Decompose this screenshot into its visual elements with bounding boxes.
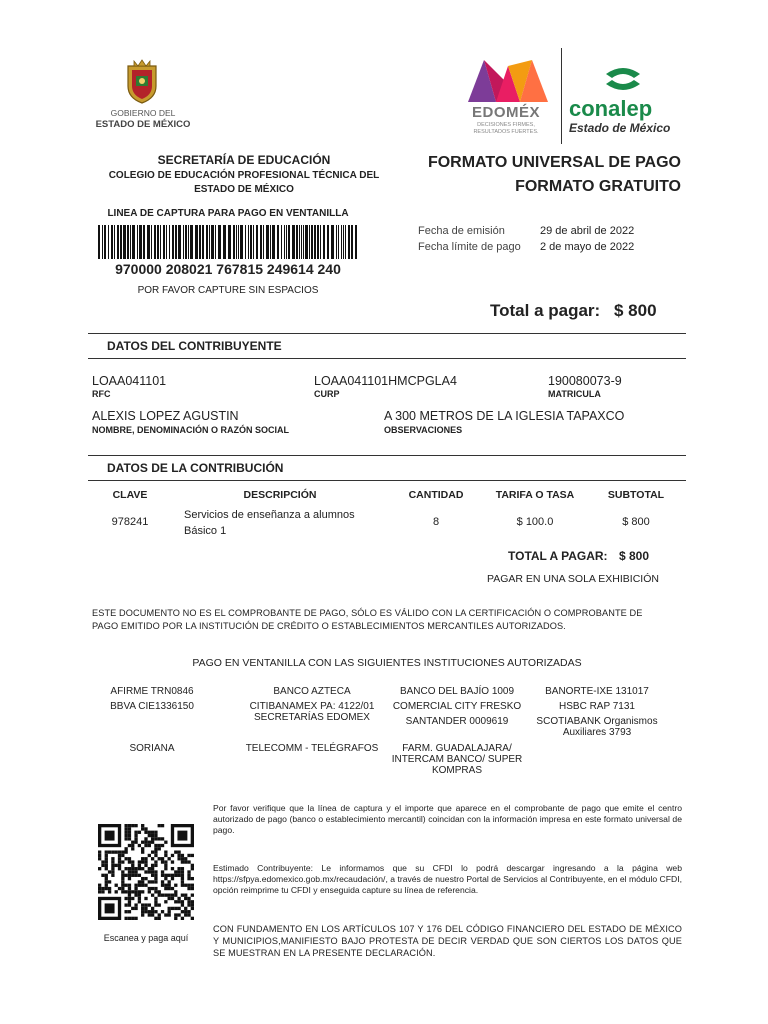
matricula-label: MATRICULA bbox=[548, 389, 601, 399]
contribucion-section-title: DATOS DE LA CONTRIBUCIÓN bbox=[107, 461, 284, 475]
divider-contribucion-bottom bbox=[88, 480, 686, 481]
total-value: $ 800 bbox=[614, 301, 657, 320]
gov-logo-line2: ESTADO DE MÉXICO bbox=[95, 119, 191, 130]
verify-text: Por favor verifique que la línea de captura y el importe que aparece en el comprobante de pago que emite el centro autorizado de pago (banco o establecimiento mercantil) coincidan con la información impresa en este formato universal de pago. bbox=[213, 803, 682, 835]
colegio-line1: COLEGIO DE EDUCACIÓN PROFESIONAL TÉCNICA DEL bbox=[108, 170, 380, 181]
curp-value: LOAA041101HMCPGLA4 bbox=[314, 374, 457, 388]
institution-afirme: AFIRME TRN0846 bbox=[110, 686, 194, 697]
coat-of-arms-icon bbox=[122, 58, 162, 104]
edomex-logo-tagline2: RESULTADOS FUERTES. bbox=[473, 129, 539, 135]
institution-bbva: BBVA CIE1336150 bbox=[110, 701, 194, 712]
institution-scotiabank-aux: Auxiliares 3793 bbox=[562, 727, 632, 738]
colegio-line2: ESTADO DE MÉXICO bbox=[194, 184, 294, 195]
institution-city-fresko: COMERCIAL CITY FRESKO bbox=[392, 701, 522, 712]
gov-logo bbox=[88, 58, 198, 138]
institution-citibanamex: CITIBANAMEX PA: 4122/01 bbox=[249, 701, 375, 712]
exhibicion-note: PAGAR EN UNA SOLA EXHIBICIÓN bbox=[487, 573, 659, 585]
institution-banorte: BANORTE-IXE 131017 bbox=[545, 686, 649, 697]
institution-banco-azteca: BANCO AZTECA bbox=[273, 686, 351, 697]
secretaria-title: SECRETARÍA DE EDUCACIÓN bbox=[157, 153, 331, 167]
curp-label: CURP bbox=[314, 389, 340, 399]
row-cantidad: 8 bbox=[432, 516, 440, 528]
format-title-line1: FORMATO UNIVERSAL DE PAGO bbox=[427, 154, 681, 171]
table-header-clave: CLAVE bbox=[112, 489, 148, 501]
conalep-logo-sub: Estado de México bbox=[569, 121, 671, 135]
gov-logo-line1: GOBIERNO DEL bbox=[110, 108, 176, 118]
conalep-icon bbox=[600, 64, 646, 96]
legal-text: CON FUNDAMENTO EN LOS ARTÍCULOS 107 Y 176 DEL CÓDIGO FINANCIERO DEL ESTADO DE MÉXICO Y MUNICIPIOS,MANIFIESTO BAJO PROTESTA DE DECIR VERDAD QUE SON CIERTOS LOS DATOS QUE SE MUESTRAN EN LA PRESENTE DECLARACIÓN. bbox=[213, 924, 682, 958]
linea-captura-title: LINEA DE CAPTURA PARA PAGO EN VENTANILLA bbox=[107, 208, 349, 219]
row-clave: 978241 bbox=[111, 516, 149, 528]
institution-secretarias: SECRETARÍAS EDOMEX bbox=[254, 712, 370, 723]
logo-divider bbox=[561, 48, 562, 144]
institution-kompras: KOMPRAS bbox=[431, 765, 482, 776]
table-header-descripcion: DESCRIPCIÓN bbox=[243, 489, 317, 501]
edomex-logo-tagline1: DECISIONES FIRMES, bbox=[477, 122, 535, 128]
observaciones-value: A 300 METROS DE LA IGLESIA TAPAXCO bbox=[384, 409, 625, 423]
divider-contribuyente-bottom bbox=[88, 358, 686, 359]
nombre-value: ALEXIS LOPEZ AGUSTIN bbox=[92, 409, 239, 423]
qr-pattern bbox=[98, 824, 194, 920]
row-descripcion-line1: Servicios de enseñanza a alumnos bbox=[184, 509, 355, 521]
format-title-line2: FORMATO GRATUITO bbox=[515, 178, 681, 195]
nombre-label: NOMBRE, DENOMINACIÓN O RAZÓN SOCIAL bbox=[92, 425, 289, 435]
institutions-title: PAGO EN VENTANILLA CON LAS SIGUIENTES INSTITUCIONES AUTORIZADAS bbox=[192, 657, 582, 669]
table-row bbox=[88, 506, 686, 542]
conalep-logo bbox=[566, 62, 686, 142]
barcode bbox=[98, 225, 360, 259]
divider-contribucion-top bbox=[88, 455, 686, 456]
contribucion-total-value: $ 800 bbox=[619, 549, 650, 563]
row-descripcion-line2: Básico 1 bbox=[184, 525, 227, 537]
table-header-cantidad: CANTIDAD bbox=[408, 489, 464, 501]
table-header-subtotal: SUBTOTAL bbox=[607, 489, 665, 501]
observaciones-label: OBSERVACIONES bbox=[384, 425, 463, 435]
table-header-tarifa: TARIFA O TASA bbox=[495, 489, 575, 501]
institution-intercam: INTERCAM BANCO/ SUPER bbox=[391, 754, 523, 765]
edomex-logo-text: EDOMÉX bbox=[471, 104, 540, 121]
limite-value: 2 de mayo de 2022 bbox=[540, 241, 635, 253]
limite-label: Fecha límite de pago bbox=[418, 241, 521, 253]
rfc-value: LOAA041101 bbox=[92, 374, 167, 388]
contribuyente-section-title: DATOS DEL CONTRIBUYENTE bbox=[107, 339, 282, 353]
matricula-value: 190080073-9 bbox=[548, 374, 622, 388]
institution-bajio: BANCO DEL BAJÍO 1009 bbox=[399, 686, 515, 697]
linea-captura-number: 970000 208021 767815 249614 240 bbox=[115, 261, 341, 277]
edomex-m-icon bbox=[466, 56, 550, 104]
row-subtotal: $ 800 bbox=[622, 516, 650, 528]
contribucion-total-label: TOTAL A PAGAR: bbox=[508, 549, 608, 563]
institution-santander: SANTANDER 0009619 bbox=[405, 716, 509, 727]
rfc-label: RFC bbox=[92, 389, 111, 399]
disclaimer-line2: PAGO EMITIDO POR LA INSTITUCIÓN DE CRÉDITO O ESTABLECIMIENTOS MERCANTILES AUTORIZADOS. bbox=[92, 621, 566, 631]
institution-farm-guadalajara: FARM. GUADALAJARA/ bbox=[402, 743, 512, 754]
disclaimer-line1: ESTE DOCUMENTO NO ES EL COMPROBANTE DE PAGO, SÓLO ES VÁLIDO CON LA CERTIFICACIÓN O COMPROBANTE DE bbox=[92, 608, 643, 618]
edomex-logo bbox=[462, 52, 554, 142]
conalep-logo-text: conalep bbox=[569, 96, 653, 121]
qr-code[interactable] bbox=[98, 824, 194, 920]
cfdi-text: Estimado Contribuyente: Le informamos que su CFDI lo podrá descargar ingresando a la página web https://sfpya.edomexico.gob.mx/recaudación/, a través de nuestro Portal de Servicios al Contribuyente, en el módulo CFDI, opción reimprime tu CFDI y enseguida capture su línea de referencia. bbox=[213, 863, 682, 895]
institution-telecomm: TELECOMM - TELÉGRAFOS bbox=[245, 743, 379, 754]
capture-note: POR FAVOR CAPTURE SIN ESPACIOS bbox=[137, 285, 319, 296]
institution-scotiabank: SCOTIABANK Organismos bbox=[536, 716, 658, 727]
emision-value: 29 de abril de 2022 bbox=[540, 225, 635, 237]
total-label: Total a pagar: bbox=[490, 301, 601, 320]
barcode-bars bbox=[98, 225, 360, 259]
row-tarifa: $ 100.0 bbox=[516, 516, 554, 528]
institution-soriana: SORIANA bbox=[129, 743, 175, 754]
qr-caption: Escanea y paga aquí bbox=[103, 933, 189, 943]
divider-contribuyente-top bbox=[88, 333, 686, 334]
institution-hsbc: HSBC RAP 7131 bbox=[559, 701, 635, 712]
emision-label: Fecha de emisión bbox=[418, 225, 505, 237]
